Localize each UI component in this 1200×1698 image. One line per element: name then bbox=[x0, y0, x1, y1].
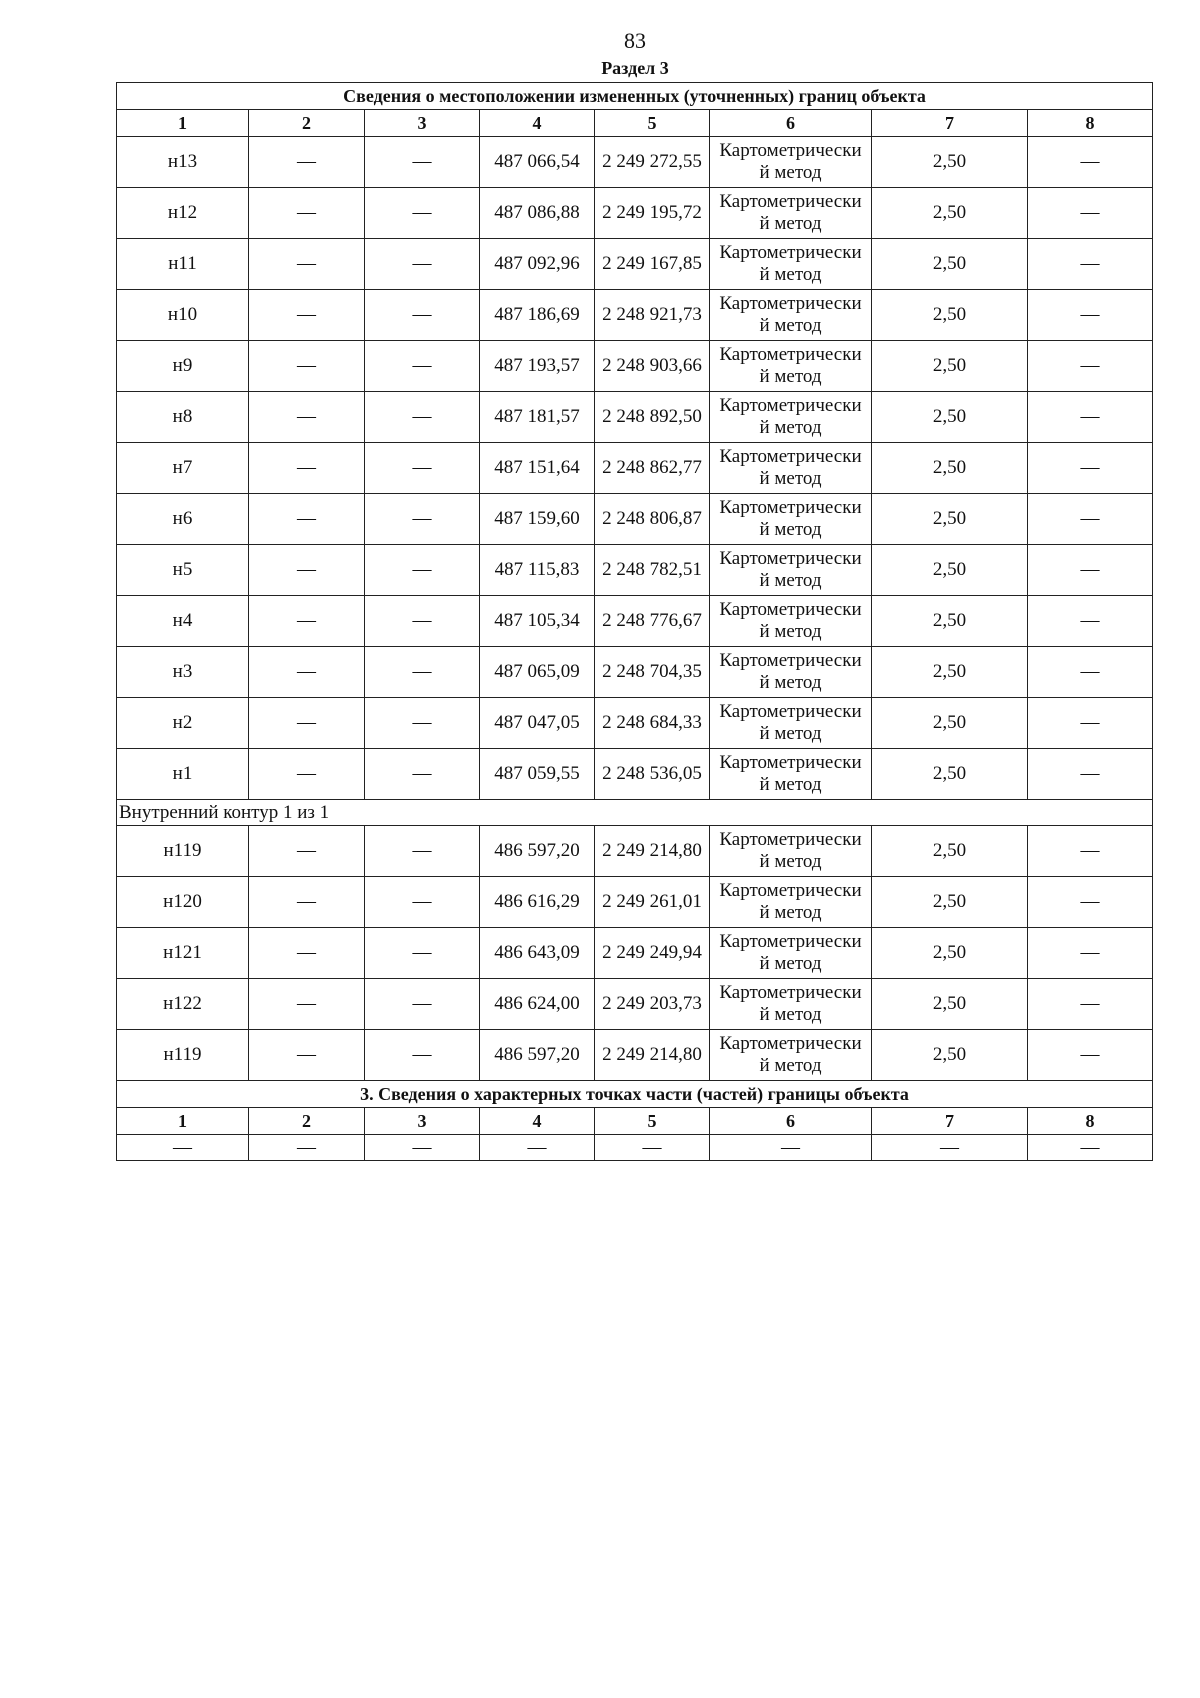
cell-col3: — bbox=[365, 188, 480, 239]
empty-cell: — bbox=[117, 1135, 249, 1161]
column-header: 8 bbox=[1028, 1108, 1153, 1135]
accuracy: 2,50 bbox=[872, 877, 1028, 928]
method-cell bbox=[710, 137, 872, 188]
method-line2: й метод bbox=[759, 621, 822, 642]
method-cell bbox=[710, 341, 872, 392]
coord-y: 2 248 684,33 bbox=[595, 698, 710, 749]
method-line1: Картометрически bbox=[719, 242, 862, 263]
cell-col2: — bbox=[249, 596, 365, 647]
accuracy: 2,50 bbox=[872, 137, 1028, 188]
table-row bbox=[117, 596, 1153, 647]
accuracy: 2,50 bbox=[872, 443, 1028, 494]
cell-col3: — bbox=[365, 877, 480, 928]
method-line1: Картометрически bbox=[719, 344, 862, 365]
point-name: н10 bbox=[117, 290, 249, 341]
table-row bbox=[117, 239, 1153, 290]
empty-cell: — bbox=[1028, 1135, 1153, 1161]
table-caption: 3. Сведения о характерных точках части (частей) границы объекта bbox=[117, 1081, 1153, 1108]
column-header: 2 bbox=[249, 110, 365, 137]
point-name: н2 bbox=[117, 698, 249, 749]
method-line1: Картометрически bbox=[719, 982, 862, 1003]
cell-col3: — bbox=[365, 290, 480, 341]
method-line2: й метод bbox=[759, 519, 822, 540]
coord-x: 487 066,54 bbox=[480, 137, 595, 188]
coord-x: 486 597,20 bbox=[480, 826, 595, 877]
point-name: н119 bbox=[117, 826, 249, 877]
table-row bbox=[117, 545, 1153, 596]
accuracy: 2,50 bbox=[872, 749, 1028, 800]
cell-col3: — bbox=[365, 928, 480, 979]
point-name: н120 bbox=[117, 877, 249, 928]
method-line2: й метод bbox=[759, 315, 822, 336]
cell-col3: — bbox=[365, 239, 480, 290]
cell-col8: — bbox=[1028, 392, 1153, 443]
table-caption: Сведения о местоположении измененных (уточненных) границ объекта bbox=[117, 83, 1153, 110]
accuracy: 2,50 bbox=[872, 341, 1028, 392]
point-name: н119 bbox=[117, 1030, 249, 1081]
column-header: 6 bbox=[710, 110, 872, 137]
column-header: 3 bbox=[365, 110, 480, 137]
method-line2: й метод bbox=[759, 1004, 822, 1025]
method-line2: й метод bbox=[759, 723, 822, 744]
column-header: 2 bbox=[249, 1108, 365, 1135]
cell-col2: — bbox=[249, 928, 365, 979]
table-row bbox=[117, 979, 1153, 1030]
cell-col2: — bbox=[249, 647, 365, 698]
point-name: н4 bbox=[117, 596, 249, 647]
cell-col2: — bbox=[249, 877, 365, 928]
cell-col2: — bbox=[249, 341, 365, 392]
coord-x: 487 086,88 bbox=[480, 188, 595, 239]
table-row bbox=[117, 443, 1153, 494]
cell-col8: — bbox=[1028, 877, 1153, 928]
method-line2: й метод bbox=[759, 953, 822, 974]
point-name: н7 bbox=[117, 443, 249, 494]
accuracy: 2,50 bbox=[872, 239, 1028, 290]
table-row bbox=[117, 877, 1153, 928]
coord-y: 2 249 195,72 bbox=[595, 188, 710, 239]
page-number: 83 bbox=[624, 28, 646, 53]
method-cell bbox=[710, 443, 872, 494]
cell-col8: — bbox=[1028, 1030, 1153, 1081]
cell-col2: — bbox=[249, 443, 365, 494]
contour-label: Внутренний контур 1 из 1 bbox=[117, 800, 1153, 826]
method-cell bbox=[710, 698, 872, 749]
method-line2: й метод bbox=[759, 366, 822, 387]
coord-y: 2 249 214,80 bbox=[595, 1030, 710, 1081]
column-header: 1 bbox=[117, 110, 249, 137]
empty-cell: — bbox=[872, 1135, 1028, 1161]
column-header: 6 bbox=[710, 1108, 872, 1135]
table-row bbox=[117, 749, 1153, 800]
coord-x: 487 186,69 bbox=[480, 290, 595, 341]
coord-y: 2 249 249,94 bbox=[595, 928, 710, 979]
coord-x: 487 105,34 bbox=[480, 596, 595, 647]
table-row bbox=[117, 698, 1153, 749]
method-cell bbox=[710, 877, 872, 928]
coord-y: 2 249 203,73 bbox=[595, 979, 710, 1030]
section-title: Раздел 3 bbox=[601, 58, 669, 78]
coord-x: 487 151,64 bbox=[480, 443, 595, 494]
coord-y: 2 248 776,67 bbox=[595, 596, 710, 647]
cell-col2: — bbox=[249, 1030, 365, 1081]
method-line1: Картометрически bbox=[719, 446, 862, 467]
method-line2: й метод bbox=[759, 468, 822, 489]
method-cell bbox=[710, 826, 872, 877]
point-name: н6 bbox=[117, 494, 249, 545]
accuracy: 2,50 bbox=[872, 1030, 1028, 1081]
accuracy: 2,50 bbox=[872, 545, 1028, 596]
empty-cell: — bbox=[365, 1135, 480, 1161]
cell-col3: — bbox=[365, 494, 480, 545]
cell-col8: — bbox=[1028, 826, 1153, 877]
method-line1: Картометрически bbox=[719, 829, 862, 850]
coord-y: 2 249 261,01 bbox=[595, 877, 710, 928]
accuracy: 2,50 bbox=[872, 826, 1028, 877]
coord-y: 2 249 214,80 bbox=[595, 826, 710, 877]
method-cell bbox=[710, 290, 872, 341]
cell-col3: — bbox=[365, 826, 480, 877]
point-name: н13 bbox=[117, 137, 249, 188]
method-line2: й метод bbox=[759, 672, 822, 693]
accuracy: 2,50 bbox=[872, 188, 1028, 239]
accuracy: 2,50 bbox=[872, 928, 1028, 979]
method-line1: Картометрически bbox=[719, 191, 862, 212]
method-line1: Картометрически bbox=[719, 1033, 862, 1054]
accuracy: 2,50 bbox=[872, 290, 1028, 341]
coord-y: 2 248 921,73 bbox=[595, 290, 710, 341]
point-name: н12 bbox=[117, 188, 249, 239]
method-line2: й метод bbox=[759, 902, 822, 923]
table-row bbox=[117, 392, 1153, 443]
point-name: н1 bbox=[117, 749, 249, 800]
cell-col8: — bbox=[1028, 596, 1153, 647]
table1-caption-row bbox=[117, 83, 1153, 110]
cell-col8: — bbox=[1028, 979, 1153, 1030]
column-header: 1 bbox=[117, 1108, 249, 1135]
method-cell bbox=[710, 392, 872, 443]
accuracy: 2,50 bbox=[872, 392, 1028, 443]
accuracy: 2,50 bbox=[872, 596, 1028, 647]
coord-x: 487 092,96 bbox=[480, 239, 595, 290]
cell-col2: — bbox=[249, 137, 365, 188]
table-row bbox=[117, 290, 1153, 341]
method-line2: й метод bbox=[759, 213, 822, 234]
coord-x: 487 193,57 bbox=[480, 341, 595, 392]
coord-x: 487 047,05 bbox=[480, 698, 595, 749]
cell-col2: — bbox=[249, 545, 365, 596]
cell-col2: — bbox=[249, 698, 365, 749]
cell-col3: — bbox=[365, 1030, 480, 1081]
coord-y: 2 248 892,50 bbox=[595, 392, 710, 443]
method-line1: Картометрически bbox=[719, 931, 862, 952]
coord-x: 487 181,57 bbox=[480, 392, 595, 443]
empty-cell: — bbox=[249, 1135, 365, 1161]
table-row bbox=[117, 137, 1153, 188]
method-line1: Картометрически bbox=[719, 548, 862, 569]
point-name: н9 bbox=[117, 341, 249, 392]
point-name: н3 bbox=[117, 647, 249, 698]
cell-col2: — bbox=[249, 979, 365, 1030]
point-name: н5 bbox=[117, 545, 249, 596]
column-header: 4 bbox=[480, 1108, 595, 1135]
cell-col3: — bbox=[365, 647, 480, 698]
method-line1: Картометрически bbox=[719, 880, 862, 901]
column-number-header bbox=[117, 110, 1153, 137]
method-line2: й метод bbox=[759, 264, 822, 285]
method-cell bbox=[710, 239, 872, 290]
cell-col2: — bbox=[249, 826, 365, 877]
method-cell bbox=[710, 749, 872, 800]
cell-col2: — bbox=[249, 494, 365, 545]
method-line1: Картометрически bbox=[719, 599, 862, 620]
coord-x: 486 624,00 bbox=[480, 979, 595, 1030]
method-line2: й метод bbox=[759, 570, 822, 591]
coord-x: 487 115,83 bbox=[480, 545, 595, 596]
cell-col3: — bbox=[365, 443, 480, 494]
column-header: 5 bbox=[595, 110, 710, 137]
cell-col8: — bbox=[1028, 928, 1153, 979]
cell-col3: — bbox=[365, 392, 480, 443]
column-header: 7 bbox=[872, 110, 1028, 137]
column-header: 7 bbox=[872, 1108, 1028, 1135]
point-name: н122 bbox=[117, 979, 249, 1030]
point-name: н121 bbox=[117, 928, 249, 979]
accuracy: 2,50 bbox=[872, 979, 1028, 1030]
accuracy: 2,50 bbox=[872, 494, 1028, 545]
table-row bbox=[117, 826, 1153, 877]
cell-col8: — bbox=[1028, 341, 1153, 392]
coord-y: 2 249 272,55 bbox=[595, 137, 710, 188]
cell-col3: — bbox=[365, 979, 480, 1030]
coord-x: 487 059,55 bbox=[480, 749, 595, 800]
accuracy: 2,50 bbox=[872, 647, 1028, 698]
table-row bbox=[117, 647, 1153, 698]
point-name: н11 bbox=[117, 239, 249, 290]
cell-col2: — bbox=[249, 239, 365, 290]
cell-col3: — bbox=[365, 545, 480, 596]
table-row bbox=[117, 188, 1153, 239]
method-line1: Картометрически bbox=[719, 752, 862, 773]
method-line2: й метод bbox=[759, 1055, 822, 1076]
coord-y: 2 249 167,85 bbox=[595, 239, 710, 290]
coord-x: 487 159,60 bbox=[480, 494, 595, 545]
empty-cell: — bbox=[480, 1135, 595, 1161]
coordinates-table bbox=[116, 82, 1153, 1161]
cell-col8: — bbox=[1028, 749, 1153, 800]
method-line1: Картометрически bbox=[719, 395, 862, 416]
column-header: 5 bbox=[595, 1108, 710, 1135]
column-header: 3 bbox=[365, 1108, 480, 1135]
coord-y: 2 248 536,05 bbox=[595, 749, 710, 800]
column-number-header bbox=[117, 1108, 1153, 1135]
point-name: н8 bbox=[117, 392, 249, 443]
coord-x: 486 643,09 bbox=[480, 928, 595, 979]
cell-col8: — bbox=[1028, 545, 1153, 596]
method-cell bbox=[710, 928, 872, 979]
method-cell bbox=[710, 494, 872, 545]
coord-y: 2 248 782,51 bbox=[595, 545, 710, 596]
column-header: 4 bbox=[480, 110, 595, 137]
coord-x: 486 597,20 bbox=[480, 1030, 595, 1081]
contour-label-row bbox=[117, 800, 1153, 826]
empty-cell: — bbox=[710, 1135, 872, 1161]
table-row bbox=[117, 928, 1153, 979]
method-cell bbox=[710, 545, 872, 596]
method-line2: й метод bbox=[759, 774, 822, 795]
cell-col3: — bbox=[365, 137, 480, 188]
method-line1: Картометрически bbox=[719, 497, 862, 518]
method-cell bbox=[710, 188, 872, 239]
method-line2: й метод bbox=[759, 162, 822, 183]
table-row bbox=[117, 494, 1153, 545]
coord-y: 2 248 704,35 bbox=[595, 647, 710, 698]
cell-col8: — bbox=[1028, 698, 1153, 749]
method-cell bbox=[710, 647, 872, 698]
coord-y: 2 248 862,77 bbox=[595, 443, 710, 494]
cell-col3: — bbox=[365, 698, 480, 749]
cell-col3: — bbox=[365, 749, 480, 800]
coord-x: 487 065,09 bbox=[480, 647, 595, 698]
cell-col8: — bbox=[1028, 188, 1153, 239]
method-cell bbox=[710, 1030, 872, 1081]
cell-col2: — bbox=[249, 290, 365, 341]
empty-cell: — bbox=[595, 1135, 710, 1161]
cell-col3: — bbox=[365, 596, 480, 647]
method-line1: Картометрически bbox=[719, 701, 862, 722]
accuracy: 2,50 bbox=[872, 698, 1028, 749]
table-row bbox=[117, 1135, 1153, 1161]
cell-col3: — bbox=[365, 341, 480, 392]
cell-col2: — bbox=[249, 749, 365, 800]
table-row bbox=[117, 1030, 1153, 1081]
coord-y: 2 248 903,66 bbox=[595, 341, 710, 392]
cell-col8: — bbox=[1028, 443, 1153, 494]
cell-col8: — bbox=[1028, 494, 1153, 545]
coord-y: 2 248 806,87 bbox=[595, 494, 710, 545]
method-line1: Картометрически bbox=[719, 140, 862, 161]
method-line2: й метод bbox=[759, 417, 822, 438]
table2-caption-row bbox=[117, 1081, 1153, 1108]
cell-col2: — bbox=[249, 392, 365, 443]
cell-col8: — bbox=[1028, 137, 1153, 188]
column-header: 8 bbox=[1028, 110, 1153, 137]
method-line2: й метод bbox=[759, 851, 822, 872]
coord-x: 486 616,29 bbox=[480, 877, 595, 928]
cell-col8: — bbox=[1028, 290, 1153, 341]
table-row bbox=[117, 341, 1153, 392]
method-cell bbox=[710, 979, 872, 1030]
cell-col8: — bbox=[1028, 239, 1153, 290]
method-line1: Картометрически bbox=[719, 650, 862, 671]
cell-col8: — bbox=[1028, 647, 1153, 698]
method-line1: Картометрически bbox=[719, 293, 862, 314]
method-cell bbox=[710, 596, 872, 647]
cell-col2: — bbox=[249, 188, 365, 239]
